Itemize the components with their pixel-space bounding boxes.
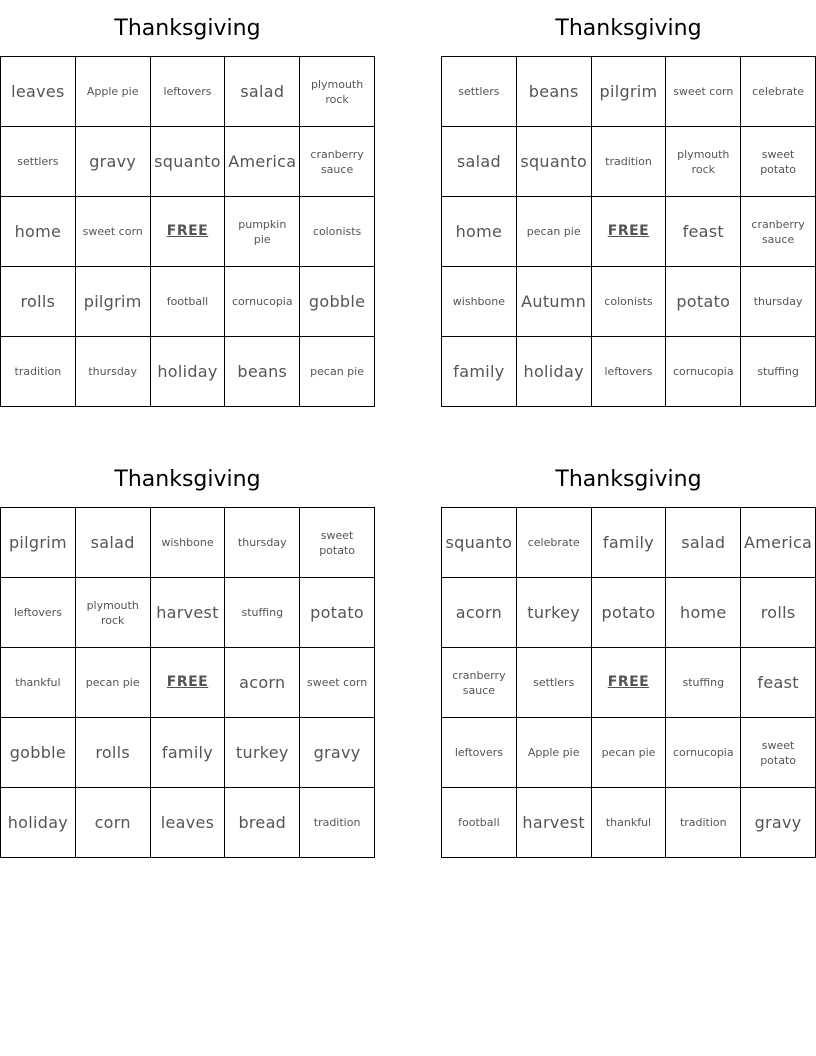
- bingo-cell: rolls: [741, 578, 816, 648]
- bingo-cell: turkey: [517, 578, 592, 648]
- bingo-cell: home: [1, 197, 76, 267]
- bingo-cell: sweet potato: [741, 127, 816, 197]
- bingo-cell: family: [442, 337, 517, 407]
- card-title: Thanksgiving: [114, 16, 261, 41]
- bingo-cell: cornucopia: [666, 337, 741, 407]
- bingo-cell: beans: [517, 57, 592, 127]
- bingo-cell: plymouth rock: [76, 578, 151, 648]
- bingo-cell: harvest: [517, 788, 592, 858]
- bingo-cell: thursday: [76, 337, 151, 407]
- bingo-cell: cornucopia: [666, 718, 741, 788]
- bingo-cell: feast: [666, 197, 741, 267]
- card-title: Thanksgiving: [114, 467, 261, 492]
- free-space-cell: FREE: [151, 197, 226, 267]
- bingo-cell: America: [225, 127, 300, 197]
- bingo-cell: colonists: [300, 197, 375, 267]
- bingo-cell: pecan pie: [76, 648, 151, 718]
- free-space-cell: FREE: [151, 648, 226, 718]
- bingo-cell: turkey: [225, 718, 300, 788]
- bingo-cell: thursday: [741, 267, 816, 337]
- bingo-cell: holiday: [517, 337, 592, 407]
- bingo-cell: pumpkin pie: [225, 197, 300, 267]
- card-title: Thanksgiving: [555, 16, 702, 41]
- bingo-cell: stuffing: [666, 648, 741, 718]
- bingo-cell: sweet potato: [741, 718, 816, 788]
- bingo-cell: potato: [592, 578, 667, 648]
- bingo-cell: gobble: [300, 267, 375, 337]
- bingo-cell: cranberry sauce: [442, 648, 517, 718]
- bingo-cell: celebrate: [517, 508, 592, 578]
- bingo-cell: tradition: [300, 788, 375, 858]
- bingo-cell: leftovers: [442, 718, 517, 788]
- bingo-cell: salad: [442, 127, 517, 197]
- bingo-cell: thursday: [225, 508, 300, 578]
- bingo-cell: stuffing: [225, 578, 300, 648]
- bingo-cell: tradition: [1, 337, 76, 407]
- bingo-cell: leftovers: [1, 578, 76, 648]
- bingo-cell: football: [442, 788, 517, 858]
- bingo-cell: harvest: [151, 578, 226, 648]
- bingo-cell: gobble: [1, 718, 76, 788]
- bingo-cell: sweet corn: [666, 57, 741, 127]
- bingo-cell: pilgrim: [592, 57, 667, 127]
- bingo-cell: sweet corn: [76, 197, 151, 267]
- bingo-cell: squanto: [442, 508, 517, 578]
- bingo-cell: acorn: [225, 648, 300, 718]
- bingo-cell: rolls: [1, 267, 76, 337]
- bingo-cell: plymouth rock: [300, 57, 375, 127]
- bingo-cell: tradition: [666, 788, 741, 858]
- bingo-grid: [441, 507, 816, 858]
- bingo-cell: thankful: [1, 648, 76, 718]
- bingo-cell: squanto: [151, 127, 226, 197]
- bingo-cell: sweet potato: [300, 508, 375, 578]
- bingo-cell: leaves: [1, 57, 76, 127]
- bingo-grid: [0, 56, 375, 407]
- bingo-cell: wishbone: [151, 508, 226, 578]
- bingo-cell: Autumn: [517, 267, 592, 337]
- bingo-cell: settlers: [1, 127, 76, 197]
- bingo-cell: tradition: [592, 127, 667, 197]
- bingo-cell: gravy: [300, 718, 375, 788]
- bingo-cell: pecan pie: [300, 337, 375, 407]
- bingo-cell: celebrate: [741, 57, 816, 127]
- bingo-cell: gravy: [741, 788, 816, 858]
- bingo-cell: rolls: [76, 718, 151, 788]
- bingo-cell: leftovers: [592, 337, 667, 407]
- bingo-cell: feast: [741, 648, 816, 718]
- bingo-cell: acorn: [442, 578, 517, 648]
- bingo-cell: leaves: [151, 788, 226, 858]
- bingo-cell: family: [151, 718, 226, 788]
- bingo-cell: potato: [666, 267, 741, 337]
- bingo-cell: home: [666, 578, 741, 648]
- bingo-cell: pecan pie: [517, 197, 592, 267]
- bingo-cell: gravy: [76, 127, 151, 197]
- bingo-cell: potato: [300, 578, 375, 648]
- bingo-cell: cornucopia: [225, 267, 300, 337]
- bingo-cell: sweet corn: [300, 648, 375, 718]
- bingo-cell: pilgrim: [76, 267, 151, 337]
- bingo-cell: wishbone: [442, 267, 517, 337]
- bingo-cell: corn: [76, 788, 151, 858]
- bingo-cell: pilgrim: [1, 508, 76, 578]
- bingo-cell: cranberry sauce: [300, 127, 375, 197]
- bingo-cell: colonists: [592, 267, 667, 337]
- bingo-cell: holiday: [1, 788, 76, 858]
- bingo-cell: squanto: [517, 127, 592, 197]
- bingo-cell: salad: [76, 508, 151, 578]
- bingo-grid: [441, 56, 816, 407]
- bingo-cell: salad: [225, 57, 300, 127]
- bingo-cell: plymouth rock: [666, 127, 741, 197]
- bingo-cell: bread: [225, 788, 300, 858]
- free-space-cell: FREE: [592, 648, 667, 718]
- bingo-cell: salad: [666, 508, 741, 578]
- bingo-cell: America: [741, 508, 816, 578]
- bingo-cell: family: [592, 508, 667, 578]
- bingo-cell: thankful: [592, 788, 667, 858]
- bingo-cell: Apple pie: [76, 57, 151, 127]
- bingo-cell: settlers: [442, 57, 517, 127]
- free-space-cell: FREE: [592, 197, 667, 267]
- bingo-cell: settlers: [517, 648, 592, 718]
- bingo-cell: beans: [225, 337, 300, 407]
- bingo-cell: stuffing: [741, 337, 816, 407]
- bingo-cell: cranberry sauce: [741, 197, 816, 267]
- bingo-cell: home: [442, 197, 517, 267]
- bingo-cell: holiday: [151, 337, 226, 407]
- bingo-cell: Apple pie: [517, 718, 592, 788]
- bingo-cell: football: [151, 267, 226, 337]
- bingo-cell: leftovers: [151, 57, 226, 127]
- bingo-cell: pecan pie: [592, 718, 667, 788]
- bingo-grid: [0, 507, 375, 858]
- card-title: Thanksgiving: [555, 467, 702, 492]
